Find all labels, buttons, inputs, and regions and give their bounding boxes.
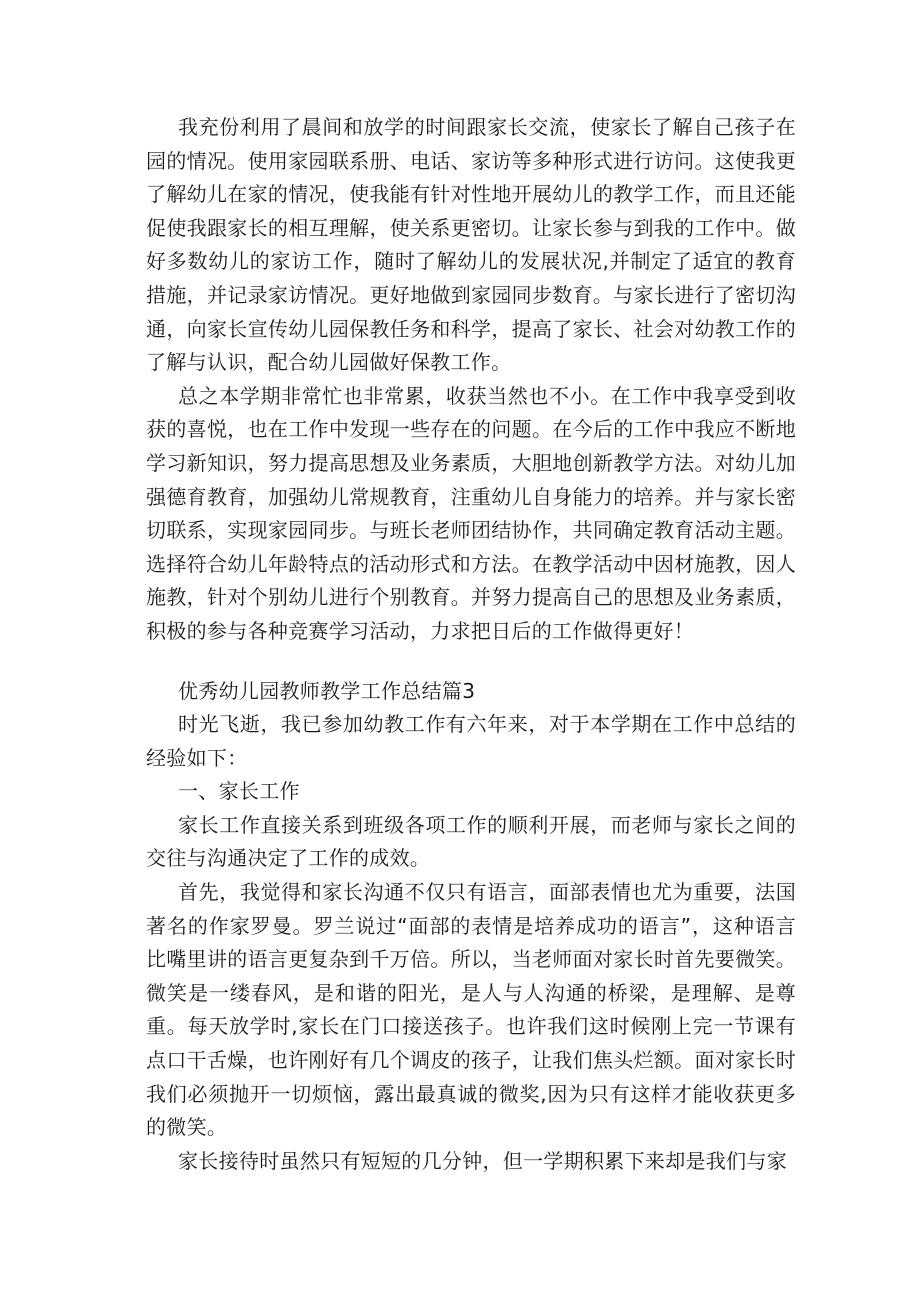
paragraph-parent-work: 家长工作直接关系到班级各项工作的顺利开展，而老师与家长之间的交往与沟通决定了工作的成效。 xyxy=(146,812,796,871)
paragraph-reception: 家长接待时虽然只有短短的几分钟，但一学期积累下来却是我们与家 xyxy=(178,1148,787,1173)
paragraph-smile: 首先，我觉得和家长沟通不仅只有语言，面部表情也尤为重要，法国著名的作家罗曼。罗兰说过“面部的表情是培养成功的语言”，这种语言比嘴里讲的语言更复杂到千万倍。所以，当老师面对家长时首先要微笑。微笑是一缕春风，是和谐的阳光，是人与人沟通的桥梁，是理解、是尊重。每天放学时,家长在门口接送孩子。也许我们这时候刚上完一节课有点口干舌燥，也许刚好有几个调皮的孩子，让我们焦头烂额。面对家长时我们必须抛开一切烦恼，露出最真诚的微奖,因为只有这样才能收获更多的微笑。 xyxy=(146,880,796,1140)
section-spacer xyxy=(146,649,796,675)
subheading-parent-work: 一、家长工作 xyxy=(178,779,300,804)
paragraph-home-communication: 我充份利用了晨间和放学的时间跟家长交流，使家长了解自己孩子在园的情况。使用家园联系册、电话、家访等多种形式进行访问。这使我更了解幼儿在家的情况，使我能有针对性地开展幼儿的教学工作，而且还能促使我跟家长的相互理解，使关系更密切。让家长参与到我的工作中。做好多数幼儿的家访工作，随时了解幼儿的发展状况,并制定了适宜的教育措施，并记录家访情况。更好地做到家园同步数育。与家长进行了密切沟通，向家长宣传幼儿园保教任务和科学，提高了家长、社会对幼教工作的了解与认识，配合幼儿园做好保教工作。 xyxy=(146,115,796,375)
section-title: 优秀幼儿园教师教学工作总结篇3 xyxy=(178,678,476,703)
document-body xyxy=(146,111,796,1178)
paragraph-intro: 时光飞逝，我已参加幼教工作有六年来，对于本学期在工作中总结的经验如下： xyxy=(146,712,796,770)
paragraph-semester-summary: 总之本学期非常忙也非常累，收获当然也不小。在工作中我享受到收获的喜悦，也在工作中发现一些存在的问题。在今后的工作中我应不断地学习新知识，努力提高思想及业务素质，大胆地创新教学方法。对幼儿加强德育教育，加强幼儿常规教育，注重幼儿自身能力的培养。并与家长密切联系，实现家园同步。与班长老师团结协作，共同确定教育活动主题。选择符合幼儿年龄特点的活动形式和方法。在教学活动中因材施教，因人施教，针对个别幼儿进行个别教育。并努力提高自己的思想及业务素质，积极的参与各种竞赛学习活动，力求把日后的工作做得更好！ xyxy=(146,383,796,643)
